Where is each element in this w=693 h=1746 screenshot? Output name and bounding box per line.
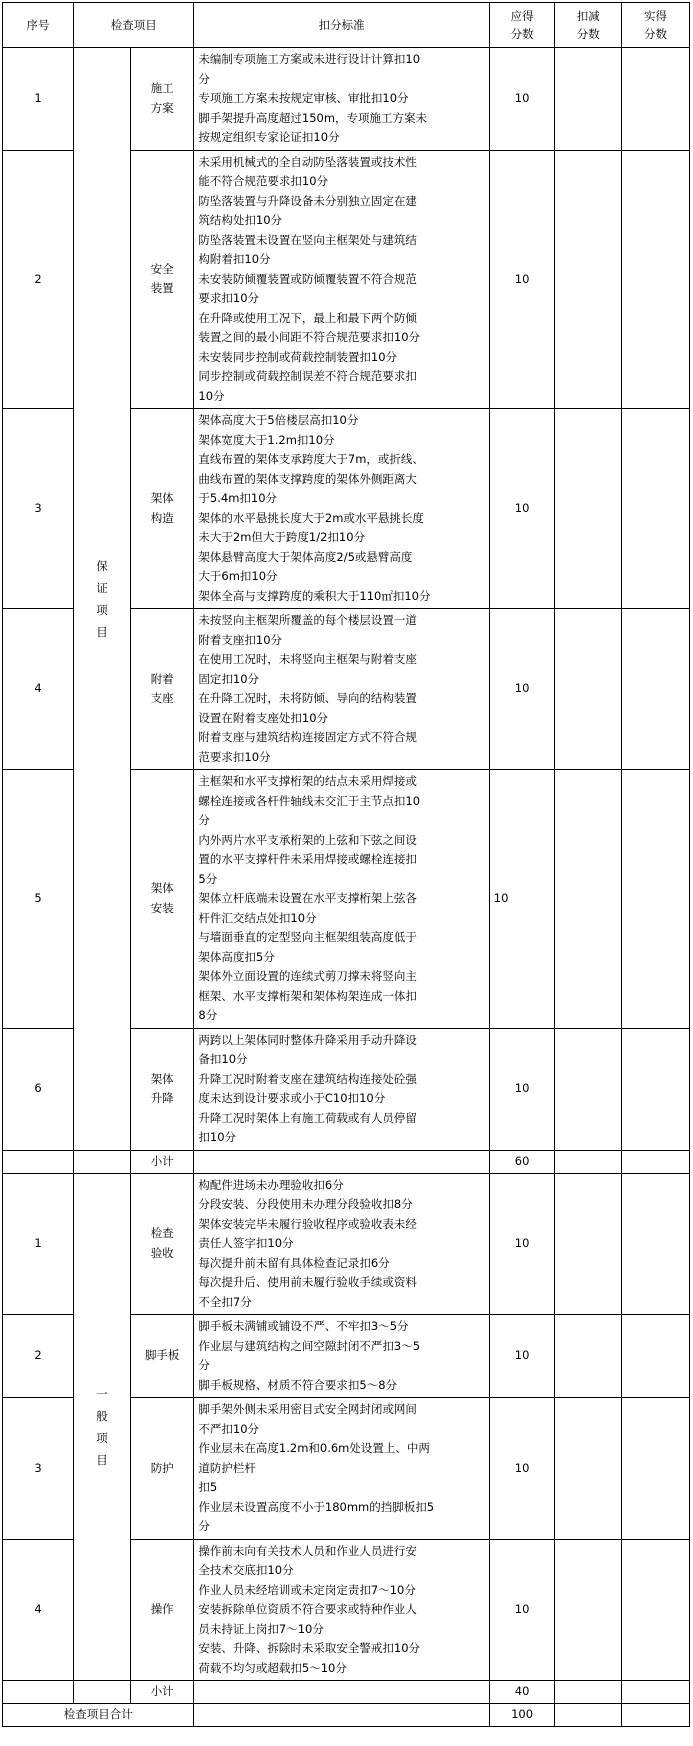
row-item: 安全 装置 [130,150,193,409]
subtotal-value: 40 [489,1681,555,1704]
total-value: 100 [489,1704,555,1727]
deduct-cell[interactable] [555,48,622,151]
row-seq: 3 [3,1398,74,1540]
row-item: 架体 安装 [130,770,193,1029]
header-deduct: 扣减 分数 [555,3,622,48]
deduct-cell[interactable] [555,1315,622,1398]
row-score: 10 [489,1398,555,1540]
row-standard: 构配件进场未办理验收扣6分 分段安装、分段使用未办理分段验收扣8分 架体安装完毕未履行验收程序或验收表未经 责任人签字扣10分 每次提升前未留有具体检查记录扣6分 每次提升后、使用前未履行验收手续或资料 不全扣7分 [194,1173,489,1315]
row-item: 脚手板 [130,1315,193,1398]
row-score: 10 [489,609,555,770]
row-score: 10 [489,48,555,151]
deduct-cell[interactable] [555,1150,622,1173]
row-seq: 4 [3,1539,74,1681]
empty-cell [194,1704,489,1727]
actual-cell[interactable] [622,609,690,770]
header-standard: 扣分标准 [194,3,489,48]
row-item: 架体 构造 [130,409,193,609]
row-seq: 3 [3,409,74,609]
group-label-general: 一 般 项 目 [74,1173,131,1681]
actual-cell[interactable] [622,150,690,409]
row-seq: 4 [3,609,74,770]
actual-cell[interactable] [622,48,690,151]
actual-cell[interactable] [622,1315,690,1398]
actual-cell[interactable] [622,409,690,609]
row-score: 10 [489,1315,555,1398]
actual-cell[interactable] [622,1681,690,1704]
deduct-cell[interactable] [555,770,622,1029]
row-seq: 2 [3,1315,74,1398]
subtotal-value: 60 [489,1150,555,1173]
deduct-cell[interactable] [555,409,622,609]
deduct-cell[interactable] [555,1681,622,1704]
header-due: 应得 分数 [489,3,555,48]
row-score: 10 [489,1539,555,1681]
empty-cell [194,1150,489,1173]
actual-cell[interactable] [622,1173,690,1315]
row-standard: 未采用机械式的全自动防坠落装置或技术性 能不符合规范要求扣10分 防坠落装置与升降设备未分别独立固定在建 筑结构处扣10分 防坠落装置未设置在竖向主框架处与建筑结 构附着扣10分 未安装防倾覆装置或防倾覆装置不符合规范 要求扣10分 在升降或使用工况下，最上和最下两个防倾 装置之间的最小间距不符合规范要求扣10分 未安装同步控制或荷载控制装置扣10分 同步控制或荷载控制误差不符合规范要求扣 10分 [194,150,489,409]
row-seq: 1 [3,1173,74,1315]
row-item: 施工 方案 [130,48,193,151]
subtotal-row [3,1681,690,1704]
actual-cell[interactable] [622,1539,690,1681]
empty-cell [3,1150,74,1173]
row-score: 10 [489,770,555,1029]
header-row [3,3,690,48]
row-seq: 5 [3,770,74,1029]
empty-cell [74,1150,131,1173]
deduct-cell[interactable] [555,1539,622,1681]
header-seq: 序号 [3,3,74,48]
row-standard: 未编制专项施工方案或未进行设计计算扣10 分 专项施工方案未按规定审核、审批扣10分 脚手架提升高度超过150m，专项施工方案未 按规定组织专家论证扣10分 [194,48,489,151]
row-score: 10 [489,1028,555,1150]
row-standard: 架体高度大于5倍楼层高扣10分 架体宽度大于1.2m扣10分 直线布置的架体支承跨度大于7m，或折线、 曲线布置的架体支撑跨度的架体外侧距离大 于5.4m扣10分 架体的水平悬挑长度大于2m或水平悬挑长度 未大于2m但大于跨度1/2扣10分 架体悬臂高度大于架体高度2/5或悬臂高度 大于6m扣10分 架体全高与支撑跨度的乘积大于110㎡扣10分 [194,409,489,609]
row-standard: 操作前未向有关技术人员和作业人员进行安 全技术交底扣10分 作业人员未经培训或未定岗定责扣7～10分 安装拆除单位资质不符合要求或特种作业人 员未持证上岗扣7～10分 安装、升降、拆除时未采取安全警戒扣10分 荷载不均匀或超载扣5～10分 [194,1539,489,1681]
row-seq: 1 [3,48,74,151]
empty-cell [3,1681,74,1704]
total-row [3,1704,690,1727]
table-row [3,1173,690,1315]
deduct-cell[interactable] [555,609,622,770]
inspection-table [2,2,690,1727]
subtotal-row [3,1150,690,1173]
empty-cell [194,1681,489,1704]
deduct-cell[interactable] [555,1173,622,1315]
empty-cell [74,1681,131,1704]
row-standard: 未按竖向主框架所覆盖的每个楼层设置一道 附着支座扣10分 在使用工况时，未将竖向主框架与附着支座 固定扣10分 在升降工况时，未将防倾、导向的结构装置 设置在附着支座处扣10分 附着支座与建筑结构连接固定方式不符合规 范要求扣10分 [194,609,489,770]
row-item: 防护 [130,1398,193,1540]
row-seq: 2 [3,150,74,409]
row-item: 架体 升降 [130,1028,193,1150]
row-item: 检查 验收 [130,1173,193,1315]
row-standard: 两跨以上架体同时整体升降采用手动升降设 备扣10分 升降工况时附着支座在建筑结构连接处砼强 度未达到设计要求或小于C10扣10分 升降工况时架体上有施工荷载或有人员停留 扣10分 [194,1028,489,1150]
actual-cell[interactable] [622,1398,690,1540]
row-score: 10 [489,1173,555,1315]
row-item: 操作 [130,1539,193,1681]
row-standard: 脚手板未满铺或铺设不严、不牢扣3～5分 作业层与建筑结构之间空隙封闭不严扣3～5 分 脚手板规格、材质不符合要求扣5～8分 [194,1315,489,1398]
deduct-cell[interactable] [555,1398,622,1540]
row-standard: 脚手架外侧未采用密目式安全网封闭或网间 不严扣10分 作业层未在高度1.2m和0.6m处设置上、中两 道防护栏杆 扣5 作业层未设置高度不小于180mm的挡脚板扣5 分 [194,1398,489,1540]
row-score: 10 [489,409,555,609]
actual-cell[interactable] [622,1028,690,1150]
actual-cell[interactable] [622,1704,690,1727]
header-item: 检查项目 [74,3,194,48]
row-score: 10 [489,150,555,409]
group-label-guarantee: 保 证 项 目 [74,48,131,1151]
total-label: 检查项目合计 [3,1704,194,1727]
deduct-cell[interactable] [555,1704,622,1727]
row-seq: 6 [3,1028,74,1150]
deduct-cell[interactable] [555,150,622,409]
row-standard: 主框架和水平支撑桁架的结点未采用焊接或 螺栓连接或各杆件轴线未交汇于主节点扣10 分 内外两片水平支承桁架的上弦和下弦之间设 置的水平支撑杆件未采用焊接或螺栓连接扣 5分 架体立杆底端未设置在水平支撑桁架上弦各 杆件汇交结点处扣10分 与墙面垂直的定型竖向主框架组装高度低于 架体高度扣5分 架体外立面设置的连续式剪刀撑未将竖向主 框架、水平支撑桁架和架体构架连成一体扣 8分 [194,770,489,1029]
table-row [3,48,690,151]
subtotal-label: 小计 [130,1681,193,1704]
header-actual: 实得 分数 [622,3,690,48]
subtotal-label: 小计 [130,1150,193,1173]
actual-cell[interactable] [622,1150,690,1173]
deduct-cell[interactable] [555,1028,622,1150]
row-item: 附着 支座 [130,609,193,770]
actual-cell[interactable] [622,770,690,1029]
